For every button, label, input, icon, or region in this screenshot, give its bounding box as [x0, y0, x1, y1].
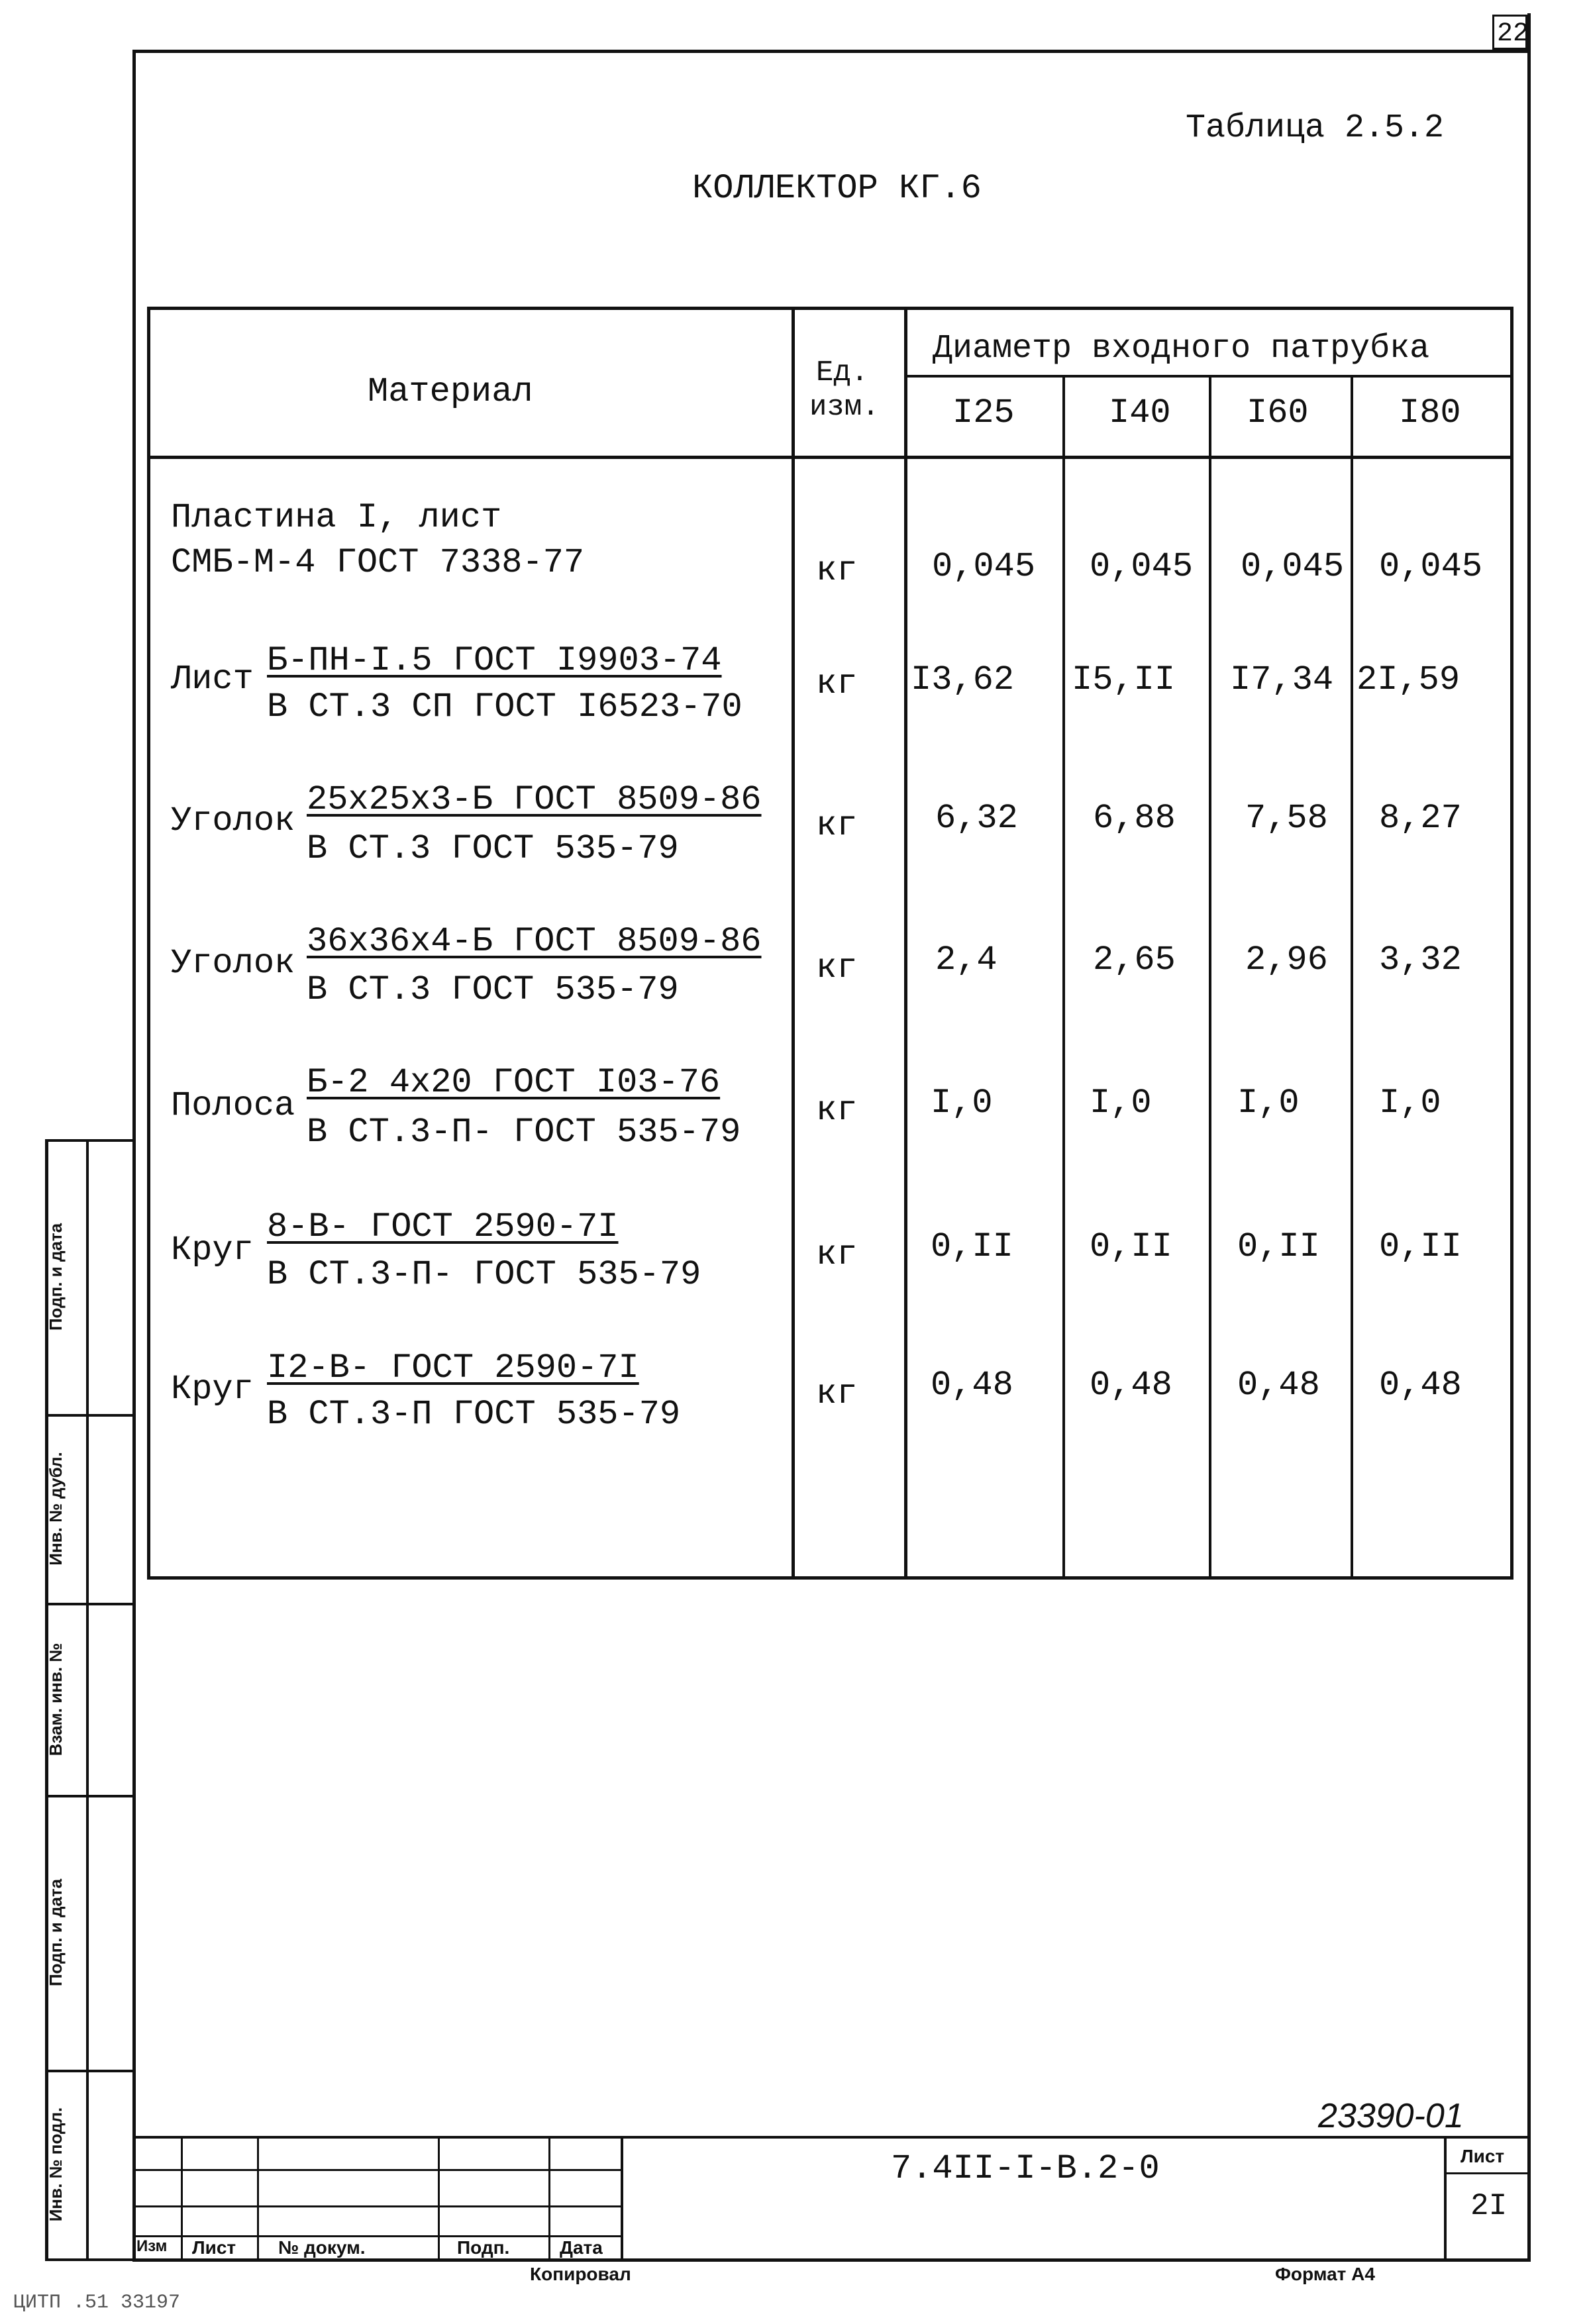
side-stamp-label: Инв. № подл.	[46, 2107, 66, 2222]
page-title: КОЛЛЕКТОР КГ.6	[692, 169, 982, 208]
row-value: I7,34	[1230, 660, 1334, 699]
row-unit: кг	[816, 806, 858, 845]
row-spec-bottom: В СТ.3 ГОСТ 535-79	[307, 829, 679, 868]
header-size-160: I60	[1247, 393, 1309, 432]
row-spec-top: Б-ПН-I.5 ГОСТ I9903-74	[267, 641, 722, 680]
row-name-line2: СМБ-М-4 ГОСТ 7338-77	[171, 543, 585, 582]
row-spec-bottom: В СТ.3-П- ГОСТ 535-79	[267, 1255, 701, 1294]
row-unit: кг	[816, 1374, 858, 1413]
row-value: 0,II	[1379, 1227, 1462, 1266]
row-value: 6,88	[1093, 799, 1176, 838]
side-stamp-label: Взам. инв. №	[46, 1642, 66, 1756]
row-value: 0,045	[1379, 547, 1483, 586]
col-label: № докум.	[278, 2237, 366, 2258]
row-unit: кг	[816, 664, 858, 703]
row-value: 0,II	[931, 1227, 1013, 1266]
row-value: I,0	[931, 1084, 993, 1123]
row-value: 7,58	[1245, 799, 1328, 838]
row-value: I,0	[1090, 1084, 1152, 1123]
row-value: 0,II	[1237, 1227, 1320, 1266]
row-name: Круг	[171, 1370, 254, 1409]
row-spec-top: I2-В- ГОСТ 2590-7I	[267, 1348, 639, 1388]
sheet-label: Лист	[1461, 2146, 1505, 2166]
col-label: Подп.	[457, 2237, 510, 2258]
frame-left	[132, 50, 136, 2262]
row-unit: кг	[816, 1091, 858, 1130]
row-unit: кг	[816, 551, 858, 590]
frame-top	[132, 50, 1530, 53]
col-label: Лист	[192, 2237, 236, 2258]
row-name: Уголок	[171, 801, 295, 840]
row-spec-top: 25х25х3-Б ГОСТ 8509-86	[307, 780, 762, 819]
row-value: 2,65	[1093, 940, 1176, 980]
row-value: 0,48	[1090, 1366, 1172, 1405]
row-value: 2I,59	[1357, 660, 1461, 699]
frame-bottom	[132, 2258, 1530, 2262]
header-size-125: I25	[952, 393, 1015, 432]
header-material: Материал	[368, 372, 533, 411]
side-stamp-label: Подп. и дата	[46, 1223, 66, 1331]
row-value: 0,48	[931, 1366, 1013, 1405]
row-spec-bottom: В СТ.3-П- ГОСТ 535-79	[307, 1113, 741, 1152]
row-name: Лист	[171, 660, 254, 699]
row-unit: кг	[816, 948, 858, 987]
row-spec-bottom: В СТ.3 СП ГОСТ I6523-70	[267, 687, 743, 727]
copied-label: Копировал	[530, 2264, 631, 2284]
header-size-180: I80	[1399, 393, 1461, 432]
row-value: 3,32	[1379, 940, 1462, 980]
header-unit-line2: изм.	[809, 391, 880, 424]
row-name: Полоса	[171, 1086, 295, 1125]
frame-right	[1527, 13, 1531, 2262]
row-value: 2,4	[935, 940, 998, 980]
header-diameter: Диаметр входного патрубка	[933, 330, 1430, 368]
row-spec-top: Б-2 4х20 ГОСТ I03-76	[307, 1063, 721, 1102]
row-name: Круг	[171, 1231, 254, 1270]
row-value: 8,27	[1379, 799, 1462, 838]
col-label: Дата	[560, 2237, 603, 2258]
format-label: Формат А4	[1275, 2264, 1375, 2284]
row-value: 0,48	[1379, 1366, 1462, 1405]
row-spec-bottom: В СТ.3 ГОСТ 535-79	[307, 970, 679, 1009]
header-size-140: I40	[1109, 393, 1171, 432]
corner-page-number: 22	[1497, 19, 1529, 49]
row-value: 0,045	[932, 547, 1036, 586]
side-stamp-label: Подп. и дата	[46, 1878, 66, 1987]
handwritten-number: 23390-01	[1318, 2097, 1464, 2135]
corner-page-box	[1492, 15, 1527, 50]
row-name-line1: Пластина I, лист	[171, 498, 502, 537]
row-value: I,0	[1237, 1084, 1300, 1123]
row-value: 0,II	[1090, 1227, 1172, 1266]
row-value: 0,045	[1090, 547, 1194, 586]
sheet-number: 2I	[1470, 2189, 1508, 2223]
table-label: Таблица 2.5.2	[1186, 109, 1445, 147]
row-value: 0,045	[1241, 547, 1345, 586]
row-spec-top: 36х36х4-Б ГОСТ 8509-86	[307, 922, 762, 961]
row-name: Уголок	[171, 944, 295, 983]
header-unit-line1: Ед.	[816, 356, 869, 389]
row-value: 2,96	[1245, 940, 1328, 980]
bottom-note: ЦИТП .51 33197	[13, 2292, 181, 2314]
row-unit: кг	[816, 1235, 858, 1274]
row-value: I3,62	[911, 660, 1015, 699]
row-value: 0,48	[1237, 1366, 1320, 1405]
side-stamp-label: Инв. № дубл.	[46, 1452, 66, 1566]
row-value: I5,II	[1072, 660, 1176, 699]
row-value: I,0	[1379, 1084, 1441, 1123]
row-spec-bottom: В СТ.3-П ГОСТ 535-79	[267, 1395, 681, 1434]
row-spec-top: 8-В- ГОСТ 2590-7I	[267, 1207, 619, 1246]
row-value: 6,32	[935, 799, 1018, 838]
col-label: Изм	[136, 2237, 168, 2255]
doc-code: 7.4II-I-В.2-0	[891, 2149, 1160, 2188]
